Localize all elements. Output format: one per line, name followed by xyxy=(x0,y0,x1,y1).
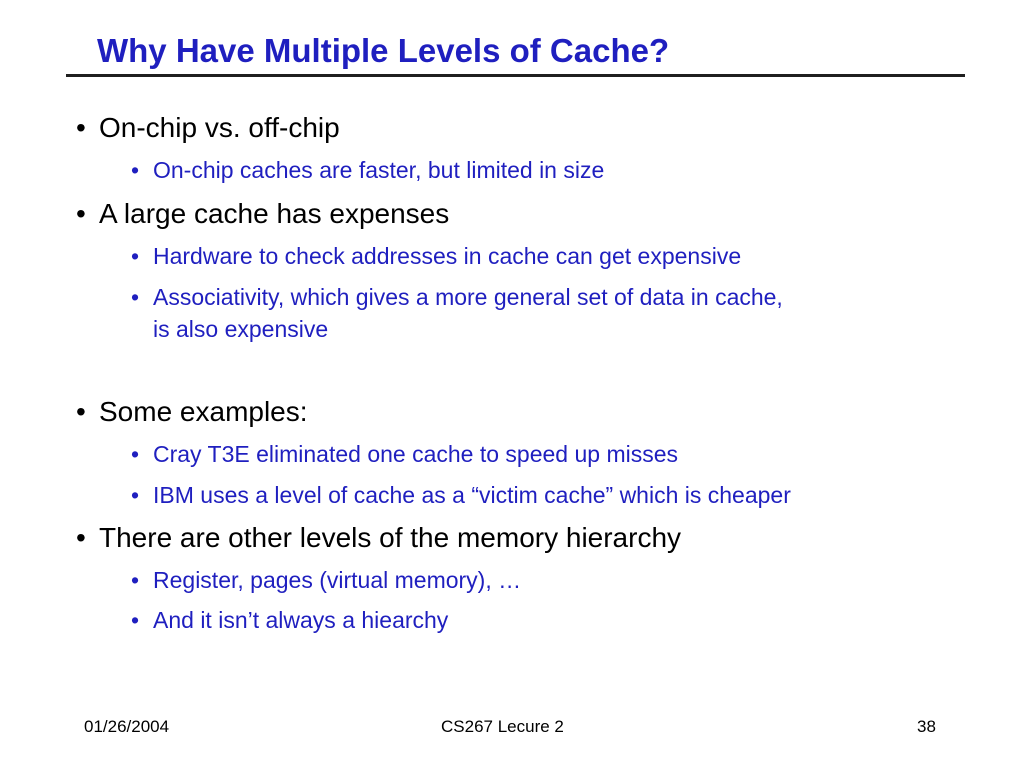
sub-bullet-dot: • xyxy=(131,482,140,508)
sub-bullet-text: On-chip caches are faster, but limited in size xyxy=(153,157,605,183)
bullet-text: On-chip vs. off-chip xyxy=(99,112,340,143)
sub-bullet-dot: • xyxy=(131,441,140,467)
bullet-text: A large cache has expenses xyxy=(99,198,450,229)
bullet-dot: • xyxy=(76,522,86,553)
sub-bullet-dot: • xyxy=(131,607,140,633)
sub-bullet-dot: • xyxy=(131,284,140,310)
slide-title: Why Have Multiple Levels of Cache? xyxy=(97,32,670,69)
bullet-dot: • xyxy=(76,198,86,229)
sub-bullet-text: Register, pages (virtual memory), … xyxy=(153,567,522,593)
bullet-text: There are other levels of the memory hierarchy xyxy=(99,522,682,553)
sub-bullet-dot: • xyxy=(131,567,140,593)
footer-date: 01/26/2004 xyxy=(84,717,170,736)
footer-page-number: 38 xyxy=(917,717,936,736)
sub-bullet-text: is also expensive xyxy=(153,316,329,342)
sub-bullet-text: Associativity, which gives a more general set of data in cache, xyxy=(153,284,783,310)
bullet-dot: • xyxy=(76,396,86,427)
sub-bullet-text: And it isn’t always a hiearchy xyxy=(153,607,449,633)
sub-bullet-text: IBM uses a level of cache as a “victim cache” which is cheaper xyxy=(153,482,791,508)
footer-course: CS267 Lecure 2 xyxy=(441,717,564,736)
title-underline xyxy=(66,74,965,77)
bullet-dot: • xyxy=(76,112,86,143)
bullet-text: Some examples: xyxy=(99,396,308,427)
sub-bullet-dot: • xyxy=(131,157,140,183)
sub-bullet-text: Hardware to check addresses in cache can get expensive xyxy=(153,243,742,269)
sub-bullet-dot: • xyxy=(131,243,140,269)
sub-bullet-text: Cray T3E eliminated one cache to speed up misses xyxy=(153,441,679,467)
